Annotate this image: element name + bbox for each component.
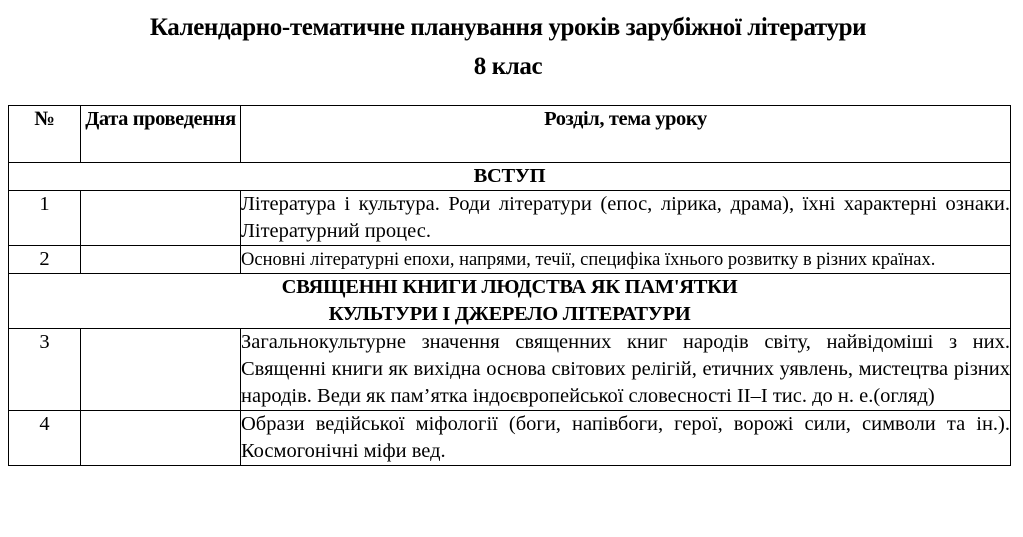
header-date: Дата проведення — [81, 106, 241, 163]
table-row — [9, 191, 1011, 246]
document-title: Календарно-тематичне планування уроків зарубіжної літератури — [149, 14, 867, 41]
section-row — [9, 274, 1011, 329]
lesson-date — [81, 246, 241, 274]
table-row — [9, 411, 1011, 466]
lesson-topic: Загальнокультурне значення священних книг народів світу, найвідоміші з них. Священні книги як вихідна основа світових релігій, етичних уявлень, мистецтва різних народів. Веди як пам’ятка індоєвропейської словесності ІІ–І тис. до н. е.(огляд) — [241, 329, 1011, 411]
section-row — [9, 163, 1011, 191]
lesson-topic: Основні літературні епохи, напрями, течії, специфіка їхнього розвитку в різних країнах. — [241, 246, 1011, 274]
lesson-topic: Література і культура. Роди літератури (епос, лірика, драма), їхні характерні ознаки. Літературний процес. — [241, 191, 1011, 246]
document-subtitle-grade: 8 клас — [473, 53, 543, 80]
lesson-number: 1 — [9, 191, 81, 246]
lesson-date — [81, 329, 241, 411]
section-title-sacred-books — [9, 274, 1011, 329]
lesson-number: 2 — [9, 246, 81, 274]
table-row — [9, 329, 1011, 411]
lesson-date — [81, 411, 241, 466]
section-title-line: КУЛЬТУРИ І ДЖЕРЕЛО ЛІТЕРАТУРИ — [328, 303, 691, 325]
section-title-intro: ВСТУП — [9, 163, 1011, 191]
table-row — [9, 246, 1011, 274]
table-header-row — [9, 106, 1011, 163]
lesson-plan-table — [8, 105, 1011, 466]
lesson-date — [81, 191, 241, 246]
header-number: № — [9, 106, 81, 163]
lesson-number: 3 — [9, 329, 81, 411]
header-topic: Розділ, тема уроку — [241, 106, 1011, 163]
section-title-line: СВЯЩЕННІ КНИГИ ЛЮДСТВА ЯК ПАМ'ЯТКИ — [281, 276, 738, 298]
lesson-number: 4 — [9, 411, 81, 466]
lesson-topic: Образи ведійської міфології (боги, напівбоги, герої, ворожі сили, символи та ін.). Космогонічні міфи вед. — [241, 411, 1011, 466]
